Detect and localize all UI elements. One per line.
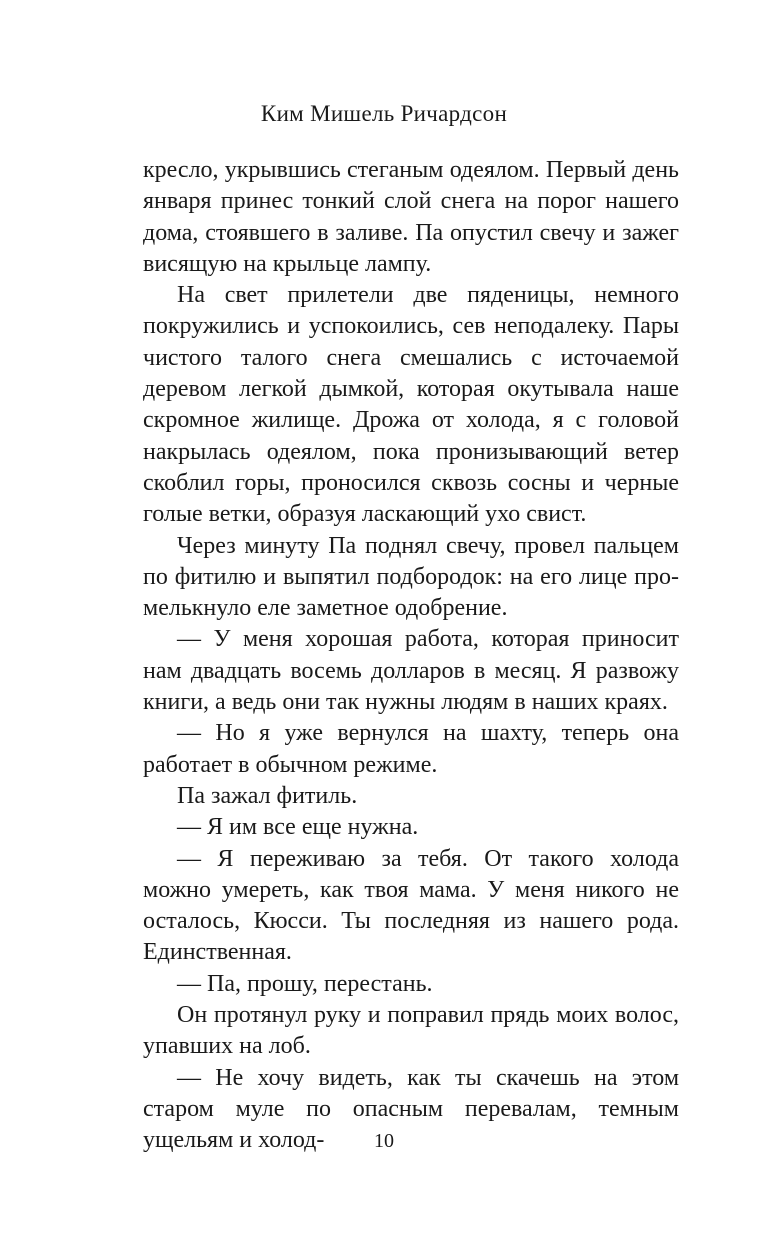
paragraph: Па зажал фитиль. <box>177 782 358 809</box>
body-text <box>143 155 679 1157</box>
paragraph: кресло, укрывшись стеганым одеялом. Первый день января принес тонкий слой снега на порог нашего дома, стоявшего в заливе. Па опустил свечу и зажег висящую на крыльце лампу. <box>143 157 679 277</box>
paragraph: — Па, прошу, перестань. <box>177 970 433 997</box>
paragraph: — Я переживаю за тебя. От такого холода можно умереть, как твоя мама. У меня никого не осталось, Кюсси. Ты последняя из нашего рода. Единственная. <box>143 845 679 966</box>
paragraph: — Я им все еще нужна. <box>177 814 419 841</box>
page-number: 10 <box>374 1130 394 1152</box>
paragraph: — У меня хорошая работа, которая приносит нам двадцать восемь долларов в месяц. Я развожу книги, а ведь они так нужны людям в наших краях. <box>143 626 679 716</box>
paragraph: Он протянул руку и поправил прядь моих волос, упавших на лоб. <box>143 1002 679 1060</box>
running-head: Ким Мишель Ричардсон <box>260 101 508 126</box>
paragraph: На свет прилетели две пяденицы, немного покружились и успокоились, сев неподалеку. Пары чистого талого снега смешались с источаемой деревом легкой дымкой, которая окутывала наше скромное жилище. Дрожа от холода, я с головой накрылась одеялом, пока пронизывающий ветер скоблил горы, проносился сквозь сосны и черные голые ветки, образуя ласкающий ухо свист. <box>143 282 679 528</box>
paragraph: — Не хочу видеть, как ты скачешь на этом старом муле по опасным перевалам, темным ущельям и холод- <box>143 1064 679 1154</box>
paragraph: — Но я уже вернулся на шахту, теперь она работает в обычном режиме. <box>143 720 679 778</box>
paragraph: Через минуту Па поднял свечу, провел пальцем по фитилю и выпятил подбородок: на его лице промелькнуло еле заметное одобрение. <box>143 532 679 622</box>
